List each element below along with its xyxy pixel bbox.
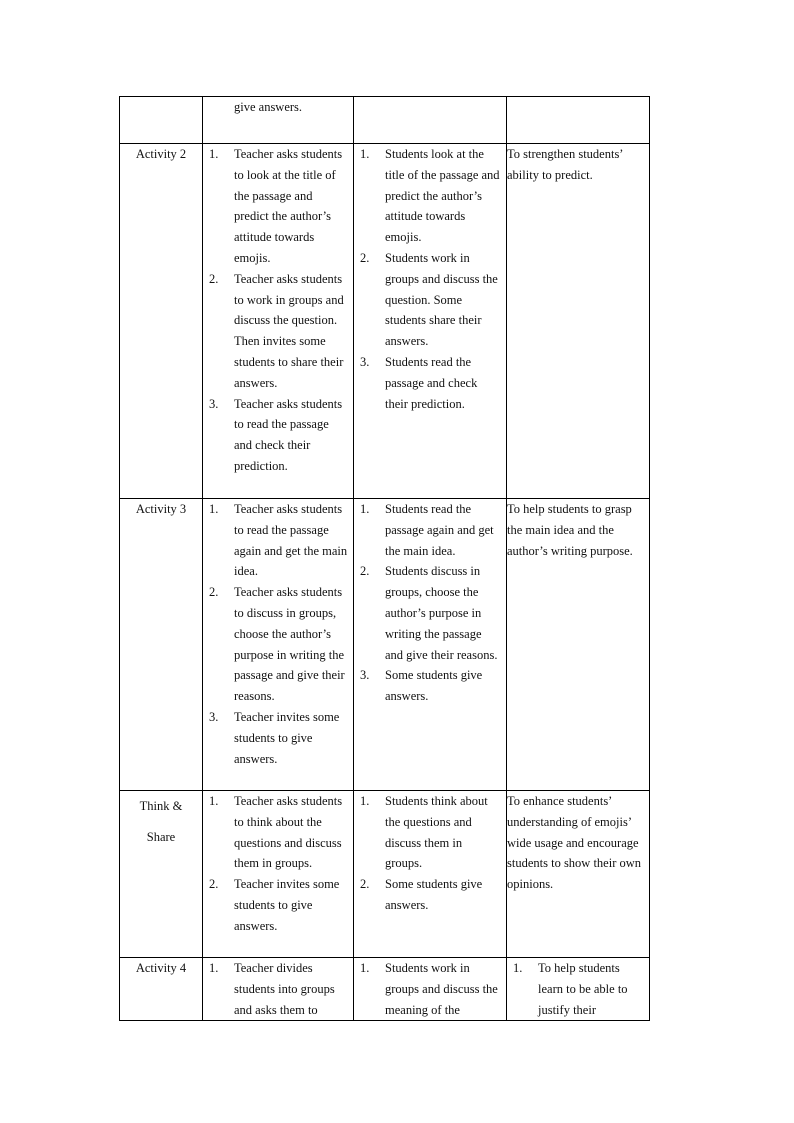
list-item: 3. Teacher invites some students to give answers. xyxy=(209,709,340,766)
list-item: 3. Students read the passage and check their prediction. xyxy=(360,354,478,411)
table-row xyxy=(120,791,650,958)
list-item: 1. Teacher asks students to look at the title of the passage and predict the author’s attitude towards emojis. xyxy=(209,147,343,265)
table-row xyxy=(120,958,650,1021)
step-label: Activity 3 xyxy=(135,502,187,516)
lesson-plan-table xyxy=(119,96,650,1021)
list-item: 1. Teacher asks students to think about the questions and discuss them in groups. xyxy=(209,794,343,871)
step-cell xyxy=(120,144,203,499)
list-item: 1. Students think about the questions and discuss them in groups. xyxy=(360,794,488,871)
student-activity-cell xyxy=(354,958,507,1021)
list-item: 2. Students discuss in groups, choose the author’s purpose in writing the passage and give their reasons. xyxy=(360,564,498,662)
step-label: Activity 4 xyxy=(135,961,187,975)
step-label: Share xyxy=(146,830,176,844)
list-item: 2. Students work in groups and discuss the question. Some students share their answers. xyxy=(360,250,498,349)
table-row xyxy=(120,144,650,499)
student-activity-cell xyxy=(354,499,507,791)
step-label: Activity 2 xyxy=(135,147,187,161)
list-item: 1. Teacher asks students to read the passage again and get the main idea. xyxy=(209,502,348,579)
list-item: 3. Some students give answers. xyxy=(360,668,483,704)
purpose-cell xyxy=(507,144,650,499)
list-item: 1. Students work in groups and discuss the meaning of the xyxy=(360,961,498,1017)
list-item: 2. Some students give answers. xyxy=(360,877,483,912)
list-item: 3. Teacher asks students to read the passage and check their prediction. xyxy=(209,396,343,473)
student-activity-cell xyxy=(354,791,507,958)
purpose-cell xyxy=(507,791,650,958)
list-item: give answers. xyxy=(234,100,303,114)
student-activity-cell xyxy=(354,144,507,499)
list-item: 2. Teacher invites some students to give answers. xyxy=(209,877,340,933)
purpose-text: To enhance students’ understanding of emojis’ wide usage and encourage students to show their own opinions. xyxy=(507,794,642,892)
step-cell xyxy=(120,958,203,1021)
list-item: 2. Teacher asks students to discuss in groups, choose the author’s purpose in writing the passage and give their reasons. xyxy=(209,585,345,704)
purpose-text: To help students to grasp the main idea and the author’s writing purpose. xyxy=(507,502,633,558)
list-item: 1. Teacher divides students into groups and asks them to xyxy=(209,961,335,1017)
list-item: 1. Students look at the title of the passage and predict the author’s attitude towards emojis. xyxy=(360,147,500,245)
teacher-activity-cell xyxy=(203,958,354,1021)
student-activity-cell xyxy=(354,97,507,144)
step-cell xyxy=(120,499,203,791)
teacher-activity-cell xyxy=(203,791,354,958)
step-cell xyxy=(120,791,203,958)
purpose-cell xyxy=(507,958,650,1021)
step-cell xyxy=(120,97,203,144)
list-item: 1. To help students learn to be able to justify their xyxy=(513,961,628,1017)
list-item: 2. Teacher asks students to work in groups and discuss the question. Then invites some students to share their answers. xyxy=(209,271,344,390)
list-item: 1. Students read the passage again and get the main idea. xyxy=(360,502,494,558)
teacher-activity-cell xyxy=(203,97,354,144)
step-label: Think & xyxy=(139,799,183,813)
teacher-activity-cell xyxy=(203,144,354,499)
purpose-cell xyxy=(507,97,650,144)
table-row xyxy=(120,97,650,144)
purpose-cell xyxy=(507,499,650,791)
table-row xyxy=(120,499,650,791)
purpose-text: To strengthen students’ ability to predict. xyxy=(507,147,623,182)
teacher-activity-cell xyxy=(203,499,354,791)
